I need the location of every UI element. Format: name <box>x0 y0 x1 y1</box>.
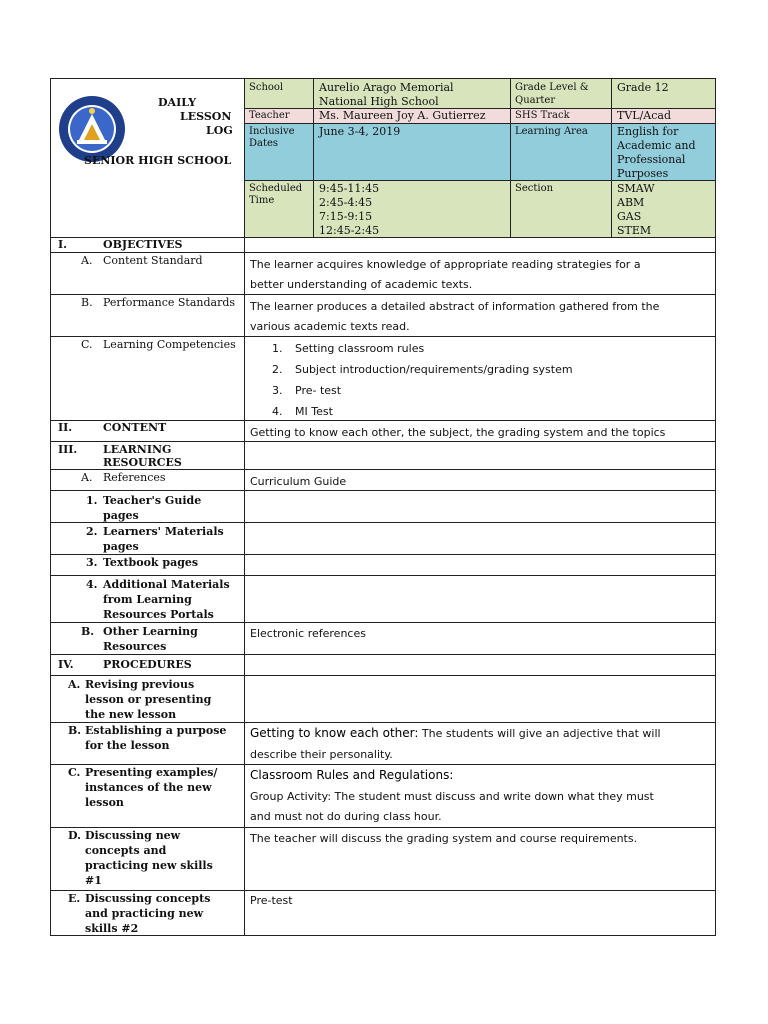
procedure-b-text-line2: describe their personality. <box>250 748 393 761</box>
grade-label-line2: Quarter <box>515 95 556 106</box>
learners-materials-num: 2. <box>86 525 98 538</box>
time-value: 12:45-2:45 <box>319 224 380 237</box>
learners-materials-label-line1: Learners' Materials <box>103 525 224 538</box>
resources-heading-line2: RESOURCES <box>103 456 182 469</box>
procedure-a-value-cell <box>244 675 716 723</box>
content-standard-text-line1: The learner acquires knowledge of appropriate reading strategies for a <box>250 258 641 271</box>
school-value-line2: National High School <box>319 95 439 108</box>
procedure-c-label-line1: Presenting examples/ <box>85 766 218 779</box>
procedure-c-text-line1: Group Activity: The student must discuss and write down what they must <box>250 790 654 803</box>
teacher-label: Teacher <box>249 110 290 121</box>
procedure-b-text-line1 <box>250 726 661 741</box>
dates-value: June 3-4, 2019 <box>319 125 401 138</box>
school-value-line1: Aurelio Arago Memorial <box>319 81 454 94</box>
dates-label-line2: Dates <box>249 138 279 149</box>
procedure-d-label-line3: practicing new skills <box>85 859 213 872</box>
time-label-line1: Scheduled <box>249 183 303 194</box>
procedures-heading: PROCEDURES <box>103 658 192 671</box>
content-standard-text-line2: better understanding of academic texts. <box>250 278 473 291</box>
title-daily: DAILY <box>158 96 197 109</box>
procedure-b-lead: Getting to know each other: <box>250 726 419 740</box>
procedure-b-rest: The students will give an adjective that will <box>418 727 661 740</box>
procedure-d-label-line4: #1 <box>85 874 102 887</box>
textbook-value-cell <box>244 554 716 576</box>
other-resources-text: Electronic references <box>250 627 366 640</box>
resources-num: III. <box>58 443 78 456</box>
procedures-num: IV. <box>58 658 74 671</box>
content-num: II. <box>58 421 73 434</box>
other-resources-label-line2: Resources <box>103 640 167 653</box>
procedure-d-label-line1: Discussing new <box>85 829 181 842</box>
references-label: References <box>103 471 166 484</box>
procedure-d-label-line2: concepts and <box>85 844 167 857</box>
competency-number: 4. <box>272 405 283 418</box>
dates-label-line1: Inclusive <box>249 126 295 137</box>
procedure-a-label-line3: the new lesson <box>85 708 177 721</box>
time-value: 2:45-4:45 <box>319 196 373 209</box>
time-label-line2: Time <box>249 195 275 206</box>
performance-standards-letter: B. <box>81 296 93 309</box>
procedure-b-letter: B. <box>68 724 82 737</box>
resources-heading-line1: LEARNING <box>103 443 172 456</box>
procedure-a-label-line1: Revising previous <box>85 678 195 691</box>
teachers-guide-value-cell <box>244 490 716 523</box>
performance-standards-label: Performance Standards <box>103 296 236 309</box>
teacher-value: Ms. Maureen Joy A. Gutierrez <box>319 109 486 122</box>
competency-number: 1. <box>272 342 283 355</box>
textbook-label: Textbook pages <box>103 556 199 569</box>
additional-materials-value-cell <box>244 575 716 623</box>
area-label: Learning Area <box>515 126 588 137</box>
content-text: Getting to know each other, the subject, the grading system and the topics <box>250 426 666 439</box>
additional-materials-num: 4. <box>86 578 98 591</box>
learners-materials-label-line2: pages <box>103 540 139 553</box>
objectives-num: I. <box>58 238 67 251</box>
area-value-line1: English for <box>617 125 679 138</box>
procedure-b-label-line2: for the lesson <box>85 739 170 752</box>
content-standard-label: Content Standard <box>103 254 203 267</box>
competency-number: 2. <box>272 363 283 376</box>
competency-text: Subject introduction/requirements/grading system <box>295 363 573 376</box>
procedure-b-label-line1: Establishing a purpose <box>85 724 227 737</box>
procedure-e-label-line3: skills #2 <box>85 922 139 935</box>
track-value: TVL/Acad <box>617 109 671 122</box>
additional-materials-label-line2: from Learning <box>103 593 192 606</box>
section-value: ABM <box>617 196 645 209</box>
competency-text: Pre- test <box>295 384 342 397</box>
title-log: LOG <box>206 124 233 137</box>
area-value-line3: Professional <box>617 153 686 166</box>
competencies-letter: C. <box>81 338 93 351</box>
procedure-a-letter: A. <box>68 678 81 691</box>
objectives-heading: OBJECTIVES <box>103 238 183 251</box>
competency-text: Setting classroom rules <box>295 342 425 355</box>
procedure-c-text-line2: and must not do during class hour. <box>250 810 442 823</box>
procedure-d-text: The teacher will discuss the grading system and course requirements. <box>250 832 638 845</box>
textbook-num: 3. <box>86 556 98 569</box>
time-value: 7:15-9:15 <box>319 210 373 223</box>
additional-materials-label-line1: Additional Materials <box>103 578 230 591</box>
competency-text: MI Test <box>295 405 333 418</box>
resources-value-cell <box>244 441 716 470</box>
learners-materials-value-cell <box>244 522 716 555</box>
performance-standards-text-line2: various academic texts read. <box>250 320 410 333</box>
competency-number: 3. <box>272 384 283 397</box>
track-label: SHS Track <box>515 110 570 121</box>
school-label: School <box>249 82 284 93</box>
area-value-line2: Academic and <box>617 139 696 152</box>
procedure-e-letter: E. <box>68 892 81 905</box>
additional-materials-label-line3: Resources Portals <box>103 608 214 621</box>
other-resources-label-line1: Other Learning <box>103 625 198 638</box>
procedure-e-label-line1: Discussing concepts <box>85 892 211 905</box>
procedure-c-heading: Classroom Rules and Regulations: <box>250 768 454 782</box>
references-letter: A. <box>81 471 93 484</box>
grade-value: Grade 12 <box>617 81 669 94</box>
section-value: GAS <box>617 210 642 223</box>
procedure-e-label-line2: and practicing new <box>85 907 204 920</box>
procedure-e-value-cell <box>244 890 716 936</box>
procedure-c-label-line2: instances of the new <box>85 781 212 794</box>
section-value: STEM <box>617 224 652 237</box>
performance-standards-text-line1: The learner produces a detailed abstract of information gathered from the <box>250 300 660 313</box>
procedures-value-cell <box>244 654 716 676</box>
time-value: 9:45-11:45 <box>319 182 380 195</box>
title-lesson: LESSON <box>180 110 232 123</box>
procedure-e-text: Pre-test <box>250 894 293 907</box>
teachers-guide-num: 1. <box>86 494 98 507</box>
grade-label-line1: Grade Level & <box>515 82 589 93</box>
title-senior-high-school: SENIOR HIGH SCHOOL <box>84 154 232 167</box>
procedure-d-letter: D. <box>68 829 81 842</box>
procedure-c-label-line3: lesson <box>85 796 124 809</box>
area-value-line4: Purposes <box>617 167 669 180</box>
content-heading: CONTENT <box>103 421 167 434</box>
content-standard-letter: A. <box>81 254 93 267</box>
section-label: Section <box>515 183 554 194</box>
procedure-c-letter: C. <box>68 766 81 779</box>
competencies-label: Learning Competencies <box>103 338 236 351</box>
references-text: Curriculum Guide <box>250 475 347 488</box>
teachers-guide-label-line2: pages <box>103 509 139 522</box>
section-value: SMAW <box>617 182 655 195</box>
objectives-value-cell <box>244 237 716 253</box>
other-resources-letter: B. <box>81 625 95 638</box>
procedure-a-label-line2: lesson or presenting <box>85 693 212 706</box>
teachers-guide-label-line1: Teacher's Guide <box>103 494 202 507</box>
